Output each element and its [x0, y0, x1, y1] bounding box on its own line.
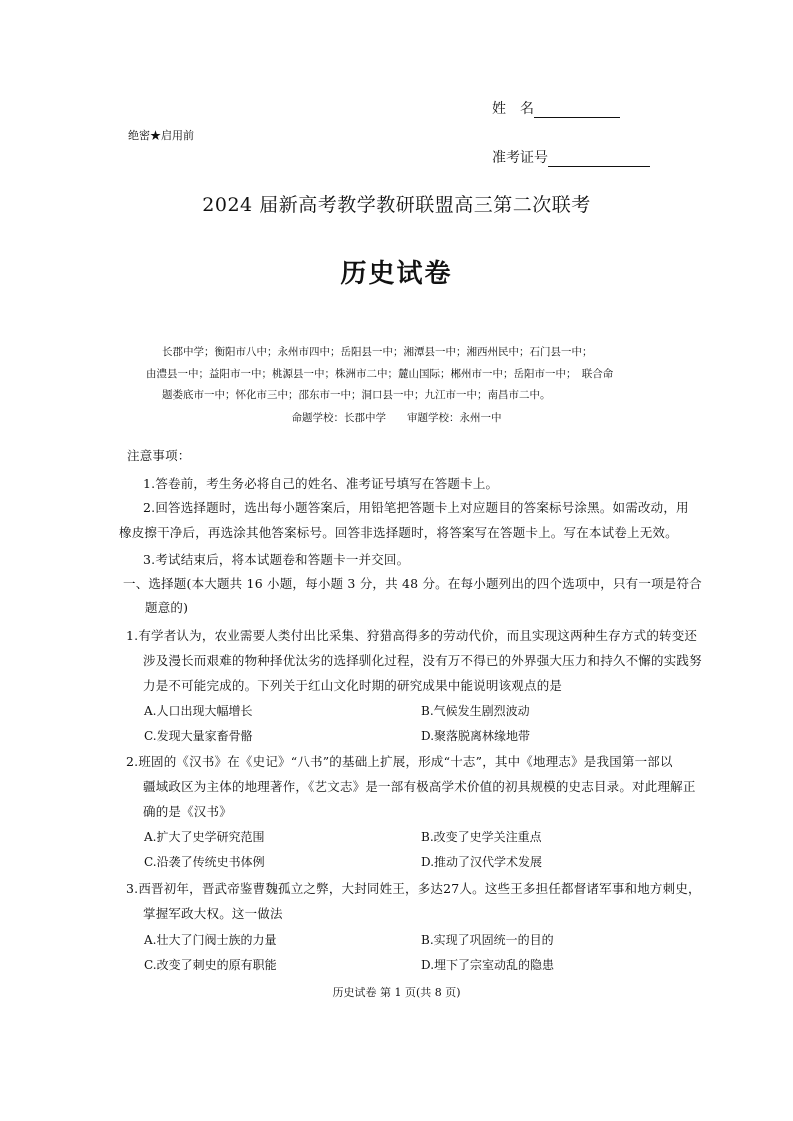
question-3-option-b[interactable]: B.实现了巩固统一的目的 — [421, 933, 554, 947]
question-2-line-1: 2.班固的《汉书》在《史记》“八书”的基础上扩展，形成“十志”，其中《地理志》是我国第一部以 — [126, 754, 673, 769]
question-3-line-2: 掌握军政大权。这一做法 — [143, 906, 283, 921]
page-footer: 历史试卷 第 1 页(共 8 页) — [332, 986, 461, 999]
question-3-option-c[interactable]: C.改变了刺史的原有职能 — [144, 958, 277, 972]
name-blank[interactable] — [534, 103, 620, 118]
id-field-row — [492, 147, 650, 167]
note-3: 3.考试结束后，将本试题卷和答题卡一并交回。 — [143, 552, 410, 567]
question-1-option-a[interactable]: A.人口出现大幅增长 — [144, 704, 253, 718]
schools-line-1: 长郡中学；衡阳市八中；永州市四中；岳阳县一中；湘潭县一中；湘西州民中；石门县一中； — [162, 346, 593, 358]
question-1-line-3: 力是不可能完成的。下列关于红山文化时期的研究成果中能说明该观点的是 — [143, 678, 563, 693]
schools-line-3: 题娄底市一中；怀化市三中；邵东市一中；洞口县一中；九江市一中；南昌市二中。 — [162, 389, 551, 401]
note-1: 1.答卷前，考生务必将自己的姓名、准考证号填写在答题卡上。 — [143, 476, 499, 491]
question-2-line-2: 疆域政区为主体的地理著作，《艺文志》是一部有极高学术价值的初具规模的史志目录。对此理解正 — [143, 779, 696, 794]
id-label: 准考证号 — [492, 150, 548, 166]
question-2-line-3: 确的是《汉书》 — [143, 804, 232, 819]
schools-line-2: 由澧县一中；益阳市一中；桃源县一中；株洲市二中；麓山国际；郴州市一中；岳阳市一中； 联合命 — [146, 368, 614, 380]
question-2-option-b[interactable]: B.改变了史学关注重点 — [421, 830, 542, 844]
section-1-line-1: 一、选择题(本大题共 16 小题，每小题 3 分，共 48 分。在每小题列出的四个选项中，只有一项是符合 — [123, 576, 702, 591]
notes-heading: 注意事项： — [127, 448, 191, 463]
question-2-option-a[interactable]: A.扩大了史学研究范围 — [144, 830, 265, 844]
note-2-line-2: 橡皮擦干净后，再选涂其他答案标号。回答非选择题时，将答案写在答题卡上。写在本试卷上无效。 — [119, 525, 678, 540]
secret-label: 绝密★启用前 — [128, 129, 194, 142]
id-blank[interactable] — [548, 152, 650, 167]
subject-title: 历史试卷 — [340, 259, 453, 289]
question-1-option-d[interactable]: D.聚落脱离林缘地带 — [421, 729, 531, 743]
question-1-line-1: 1.有学者认为，农业需要人类付出比采集、狩猎高得多的劳动代价，而且实现这两种生存方式的转变还 — [126, 628, 698, 643]
section-1-line-2: 题意的) — [145, 600, 189, 615]
exam-title: 2024 届新高考教学教研联盟高三第二次联考 — [202, 194, 591, 216]
question-2-option-d[interactable]: D.推动了汉代学术发展 — [421, 855, 543, 869]
question-2-option-c[interactable]: C.沿袭了传统史书体例 — [144, 855, 265, 869]
question-3-option-a[interactable]: A.壮大了门阀士族的力量 — [144, 933, 277, 947]
question-1-line-2: 涉及漫长而艰难的物种择优汰劣的选择驯化过程，没有万不得已的外界强大压力和持久不懈的实践努 — [143, 653, 702, 668]
question-3-line-1: 3.西晋初年，晋武帝鉴曹魏孤立之弊，大封同姓王，多达27人。这些王多担任都督诸军事和地方刺史， — [126, 881, 701, 896]
note-2-line-1: 2.回答选择题时，选出每小题答案后，用铅笔把答题卡上对应题目的答案标号涂黑。如需改动，用 — [143, 500, 689, 515]
name-label: 姓 名 — [492, 101, 534, 117]
schools-line-4: 命题学校：长郡中学 审题学校：永州一中 — [291, 412, 502, 424]
question-3-option-d[interactable]: D.埋下了宗室动乱的隐患 — [421, 958, 555, 972]
question-1-option-b[interactable]: B.气候发生剧烈波动 — [421, 704, 530, 718]
name-field-row — [492, 98, 620, 118]
question-1-option-c[interactable]: C.发现大量家畜骨骼 — [144, 729, 253, 743]
